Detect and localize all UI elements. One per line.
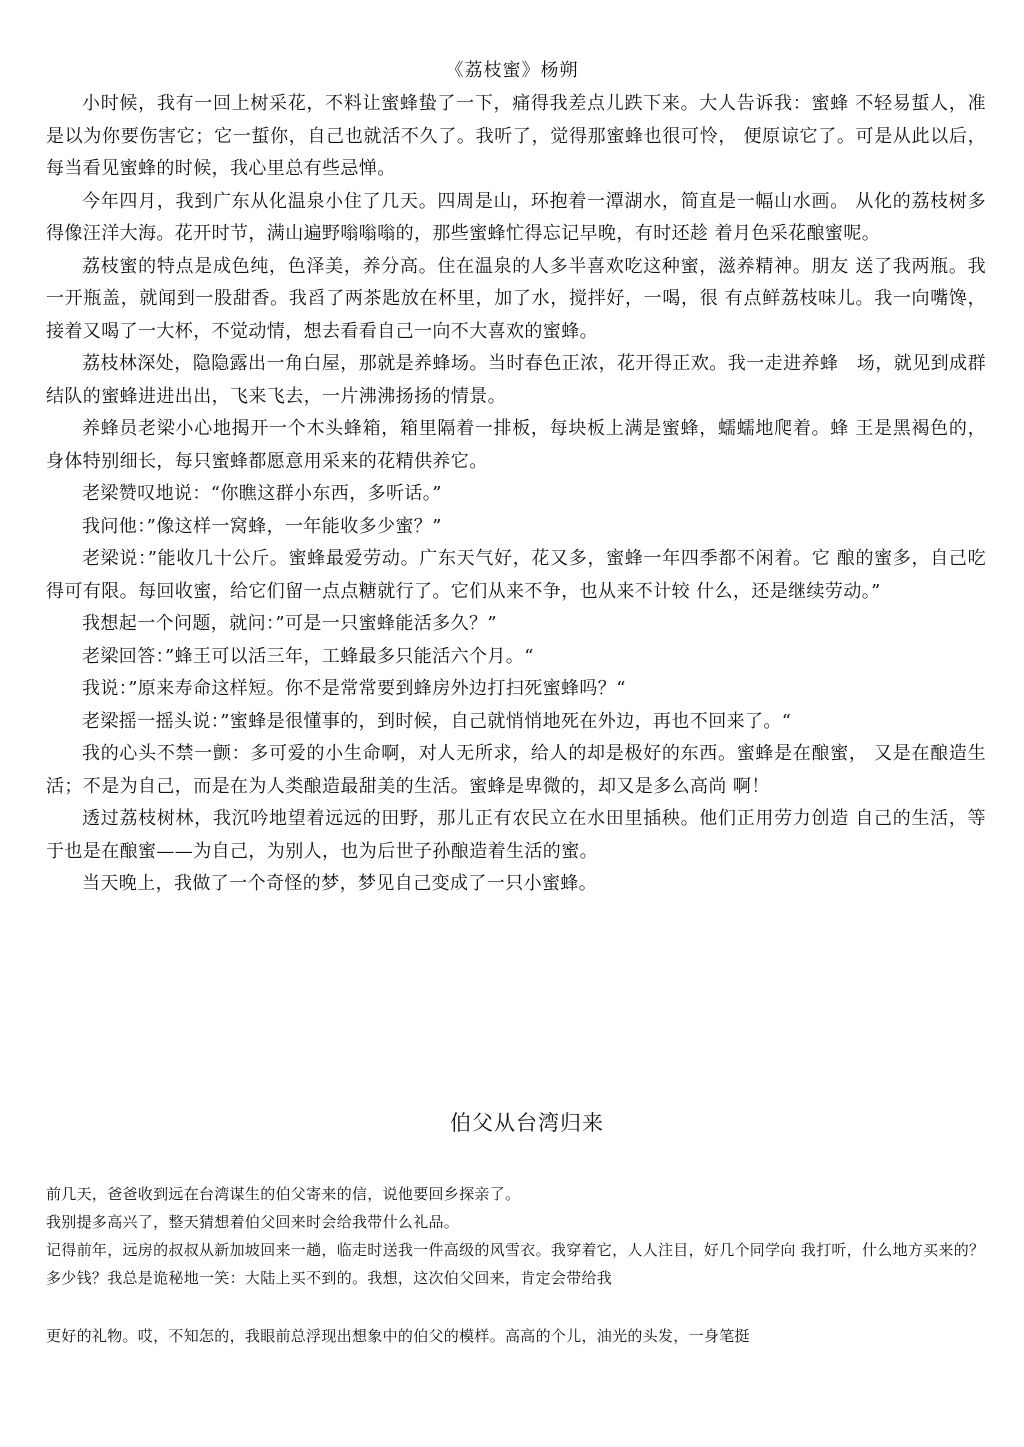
- paragraph: 透过荔枝树林，我沉吟地望着远远的田野，那儿正有农民立在水田里插秧。他们正用劳力创造 自己的生活，等于也是在酿蜜——为自己，为别人，也为后世子孙酿造着生活的蜜。: [46, 808, 986, 862]
- paragraph: 养蜂员老梁小心地揭开一个木头蜂箱，箱里隔着一排板，每块板上满是蜜蜂，蠕蠕地爬着。蜂 王是黑褐色的，身体特别细长，每只蜜蜂都愿意用采来的花精供养它。: [46, 418, 986, 472]
- paragraph: 荔枝林深处，隐隐露出一角白屋，那就是养蜂场。当时春色正浓，花开得正欢。我一走进养蜂 场，就见到成群结队的蜜蜂进进出出，飞来飞去，一片沸沸扬扬的情景。: [46, 353, 986, 407]
- paragraph: 小时候，我有一回上树采花，不料让蜜蜂蛰了一下，痛得我差点儿跌下来。大人告诉我：蜜蜂 不轻易蜇人，准是以为你要伤害它；它一蜇你，自己也就活不久了。我听了，觉得那蜜蜂也很可怜， 便原谅它了。可是从此以后，每当看见蜜蜂的时候，我心里总有些忌惮。: [46, 93, 986, 179]
- paragraph: 我想起一个问题，就问：”可是一只蜜蜂能活多久？”: [82, 613, 498, 634]
- article-title-bofu: 伯父从台湾归来: [450, 1111, 604, 1135]
- text-line: 我别提多高兴了，整天猜想着伯父回来时会给我带什么礼品。: [46, 1213, 460, 1231]
- text-line: 更好的礼物。哎，不知怎的，我眼前总浮现出想象中的伯父的模样。高高的个儿，油光的头发，一身笔挺: [46, 1327, 750, 1345]
- text-line: 记得前年，远房的叔叔从新加坡回来一趟，临走时送我一件高级的风雪衣。我穿着它，人人注目，好几个同学向 我打听，什么地方买来的？多少钱？我总是诡秘地一笑：大陆上买不到的。我想，这次伯父回来，肯定会带给我: [46, 1241, 985, 1287]
- paragraph: 老梁赞叹地说：“你瞧这群小东西，多听话。”: [82, 483, 442, 504]
- paragraph: 老梁摇一摇头说：”蜜蜂是很懂事的，到时候，自己就悄悄地死在外边，再也不回来了。“: [82, 710, 792, 732]
- paragraph: 今年四月，我到广东从化温泉小住了几天。四周是山，环抱着一潭湖水，简直是一幅山水画。 从化的荔枝树多得像汪洋大海。花开时节，满山遍野嗡嗡嗡的，那些蜜蜂忙得忘记早晚，有时还趁 着月色采花酿蜜呢。: [46, 190, 986, 244]
- paragraph: 我说：”原来寿命这样短。你不是常常要到蜂房外边打扫死蜜蜂吗？“: [82, 678, 626, 699]
- article-body-lizhimi: [46, 88, 986, 901]
- text-line: 前几天，爸爸收到远在台湾谋生的伯父寄来的信，说他要回乡探亲了。: [46, 1185, 521, 1203]
- paragraph: 荔枝蜜的特点是成色纯，色泽美，养分高。住在温泉的人多半喜欢吃这种蜜，滋养精神。朋友 送了我两瓶。我一开瓶盖，就闻到一股甜香。我舀了两茶匙放在杯里，加了水，搅拌好，一喝，很 有点鲜荔枝味儿。我一向嘴馋，接着又喝了一大杯，不觉动情，想去看看自己一向不大喜欢的蜜蜂。: [46, 255, 986, 342]
- paragraph: 我的心头不禁一颤：多可爱的小生命啊，对人无所求，给人的却是极好的东西。蜜蜂是在酿蜜， 又是在酿造生活；不是为自己，而是在为人类酿造最甜美的生活。蜜蜂是卑微的，却又是多么高尚 啊！: [46, 743, 986, 797]
- paragraph: 老梁说：”能收几十公斤。蜜蜂最爱劳动。广东天气好，花又多，蜜蜂一年四季都不闲着。它 酿的蜜多，自己吃得可有限。每回收蜜，给它们留一点点糖就行了。它们从来不争，也从来不计较 什么，还是继续劳动。”: [46, 548, 986, 602]
- paragraph: 我问他：”像这样一窝蜂，一年能收多少蜜？”: [82, 515, 442, 537]
- article-title-lizhimi: 《荔枝蜜》杨朔: [445, 60, 579, 81]
- article-body-bofu: [46, 1180, 986, 1350]
- paragraph: 老梁回答：”蜂王可以活三年，工蜂最多只能活六个月。“: [82, 645, 534, 667]
- paragraph: 当天晚上，我做了一个奇怪的梦，梦见自己变成了一只小蜜蜂。: [82, 873, 598, 894]
